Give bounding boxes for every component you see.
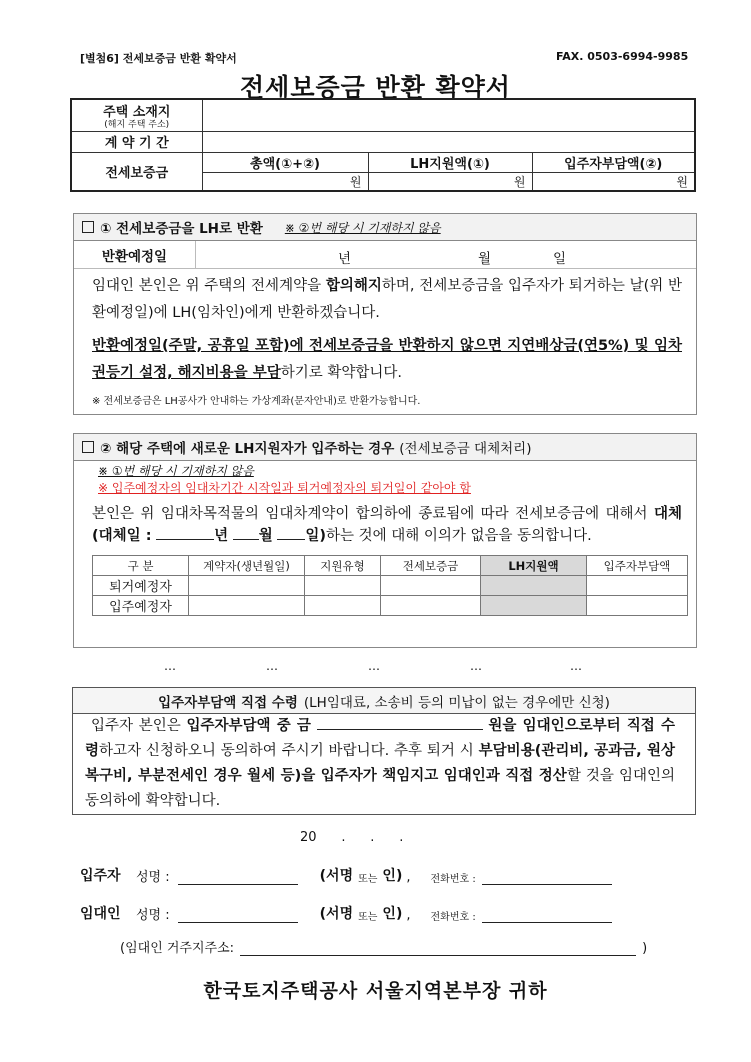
- document-title: 전세보증금 반환 확약서: [240, 73, 511, 102]
- contract-info-table: [70, 98, 696, 192]
- section-return-to-lh: [73, 213, 697, 415]
- landlord-phone-field[interactable]: [482, 909, 612, 923]
- landlord-name-field[interactable]: [178, 909, 298, 923]
- cell-input[interactable]: [481, 576, 587, 596]
- section2-paragraph: 본인은 위 임대차목적물의 임대차계약이 합의하에 종료됨에 따라 전세보증금에 대해서 대체 (대체일 : 년 월 일)하는 것에 대해 이의가 없음을 동의합니다.: [92, 506, 682, 544]
- signing-date: 20 . . .: [300, 830, 404, 845]
- address-label: 주택 소재지 (해지 주택 주소): [71, 99, 202, 131]
- lh-amount-field[interactable]: 원: [368, 172, 532, 191]
- section1-note: ※ ②번 해당 시 기재하지 않음: [284, 220, 441, 235]
- section1-header: ① 전세보증금을 LH로 반환 ※ ②번 해당 시 기재하지 않음: [74, 214, 696, 241]
- total-amount-field[interactable]: 원: [202, 172, 368, 191]
- landlord-signature-row: 임대인 성명 : (서명 또는 인) , 전화번호 :: [80, 903, 612, 923]
- return-date-label: 반환예정일: [74, 241, 196, 268]
- section-new-tenant: [73, 433, 697, 648]
- col-support-type: 지원유형: [305, 556, 381, 576]
- fax-number: FAX. 0503-6994-9985: [556, 50, 689, 63]
- deposit-label: 전세보증금: [71, 152, 202, 191]
- section3-paragraph: 입주자 본인은 입주자부담액 중 금 원을 임대인으로부터 직접 수령하고자 신청하오니 동의하여 주시기 바랍니다. 추후 퇴거 시 부담비용(관리비, 공과금, 원상복구비, 부분전세인 경우 월세 등)을 입주자가 책임지고 임대인과 직접 정산할 것을 임대인의 동의하에 확약합니다.: [85, 718, 675, 809]
- return-date-row: [74, 241, 696, 269]
- landlord-address-field[interactable]: [240, 942, 636, 956]
- cell-input[interactable]: [305, 576, 381, 596]
- return-date-field[interactable]: 년 월 일: [338, 251, 567, 267]
- tenant-amount-field[interactable]: 원: [532, 172, 695, 191]
- period-label: 계 약 기 간: [71, 131, 202, 152]
- section2-note2: ※ 입주예정자의 임대차기간 시작일과 퇴거예정자의 퇴거일이 같아야 함: [98, 481, 471, 495]
- tenant-signature-row: 입주자 성명 : (서명 또는 인) , 전화번호 :: [80, 865, 612, 885]
- cell-input[interactable]: [381, 576, 481, 596]
- row-leaving-tenant: 퇴거예정자: [93, 576, 189, 596]
- col-tenant: 입주자부담액(②): [532, 152, 695, 172]
- addressee: 한국토지주택공사 서울지역본부장 귀하: [203, 980, 548, 1002]
- col-lh: LH지원액(①): [368, 152, 532, 172]
- tenant-label: 입주자: [80, 868, 121, 884]
- cell-input[interactable]: [587, 596, 688, 616]
- cell-input[interactable]: [305, 596, 381, 616]
- col-lh-support: LH지원액: [481, 556, 587, 576]
- col-tenant-burden: 입주자부담액: [587, 556, 688, 576]
- landlord-address-row: (임대인 거주지주소: ): [120, 941, 648, 956]
- section-direct-receipt: [72, 687, 696, 815]
- col-contractor: 계약자(생년월일): [189, 556, 305, 576]
- attachment-label: [별첨6] 전세보증금 반환 확약서: [80, 52, 237, 65]
- section2-note1: ※ ①번 해당 시 기재하지 않음: [98, 464, 254, 478]
- landlord-label: 임대인: [80, 906, 121, 922]
- cell-input[interactable]: [189, 596, 305, 616]
- tenant-change-table: [92, 555, 688, 616]
- cell-input[interactable]: [381, 596, 481, 616]
- col-deposit: 전세보증금: [381, 556, 481, 576]
- address-sublabel: (해지 주택 주소): [104, 119, 170, 130]
- address-field[interactable]: [202, 99, 695, 131]
- tenant-name-field[interactable]: [178, 871, 298, 885]
- cell-input[interactable]: [189, 576, 305, 596]
- col-total: 총액(①+②): [202, 152, 368, 172]
- section2-header: ② 해당 주택에 새로운 LH지원자가 입주하는 경우 (전세보증금 대체처리): [74, 434, 696, 461]
- cell-input[interactable]: [481, 596, 587, 616]
- col-category: 구 분: [93, 556, 189, 576]
- section3-header: 입주자부담액 직접 수령 (LH임대료, 소송비 등의 미납이 없는 경우에만 신청): [73, 688, 695, 714]
- section2-checkbox[interactable]: [82, 441, 94, 453]
- amount-line[interactable]: [317, 716, 483, 730]
- section1-checkbox[interactable]: [82, 221, 94, 233]
- period-field[interactable]: [202, 131, 695, 152]
- section1-footnote: ※ 전세보증금은 LH공사가 안내하는 가상계좌(문자안내)로 반환가능합니다.: [92, 396, 421, 407]
- section1-paragraph2: 반환예정일(주말, 공휴일 포함)에 전세보증금을 반환하지 않으면 지연배상금(연5%) 및 임차권등기 설정, 해지비용을 부담하기로 확약합니다.: [92, 338, 682, 381]
- tenant-phone-field[interactable]: [482, 871, 612, 885]
- row-incoming-tenant: 입주예정자: [93, 596, 189, 616]
- section1-paragraph1: 임대인 본인은 위 주택의 전세계약을 합의해지하며, 전세보증금을 입주자가 퇴거하는 날(위 반환예정일)에 LH(임차인)에게 반환하겠습니다.: [92, 278, 682, 321]
- cell-input[interactable]: [587, 576, 688, 596]
